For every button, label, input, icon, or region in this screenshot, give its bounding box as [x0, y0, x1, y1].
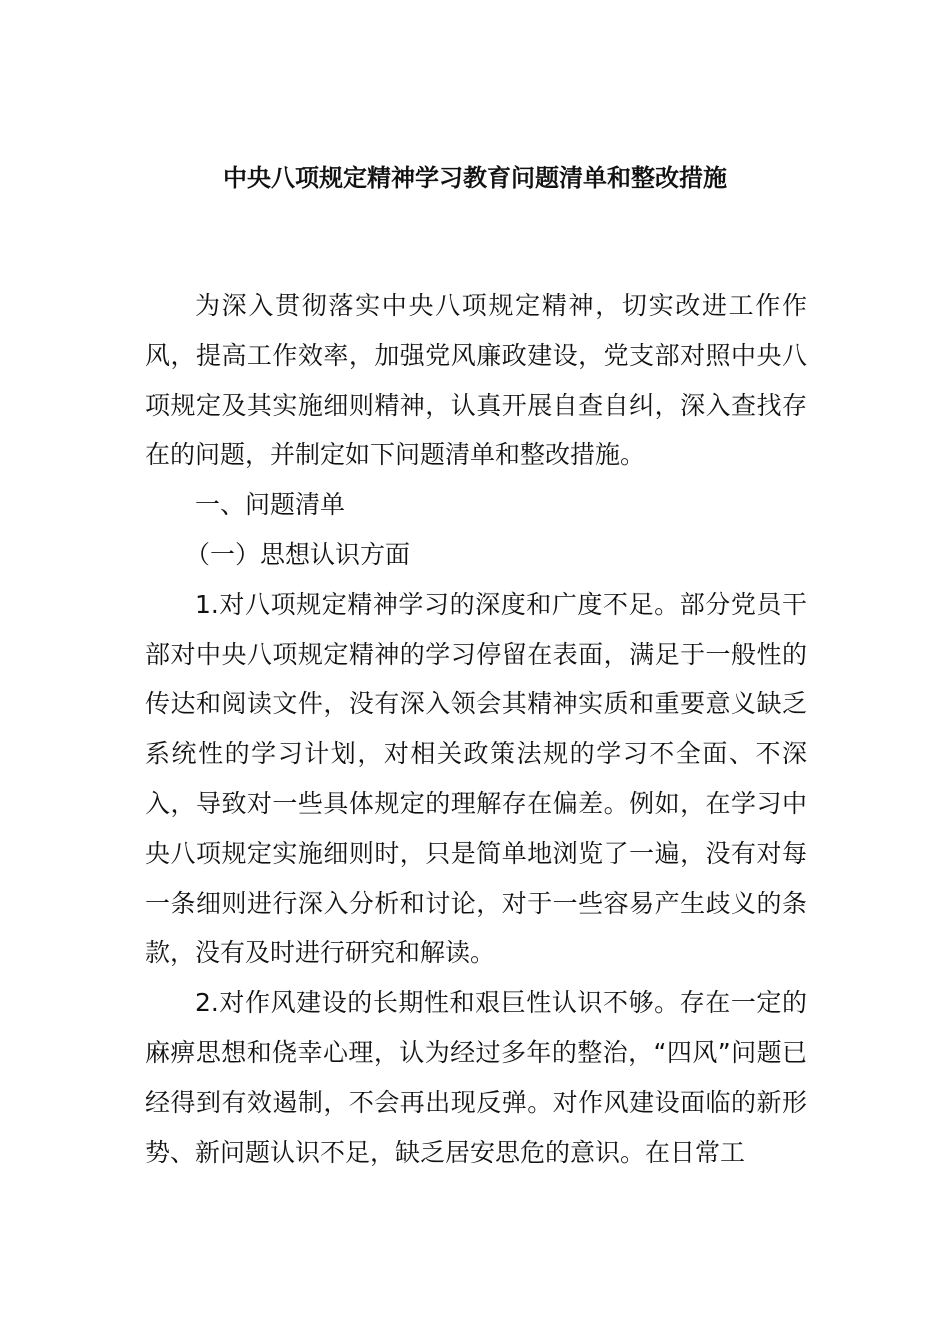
subsection-heading-ideological: （一）思想认识方面 — [185, 539, 411, 569]
document-title: 中央八项规定精神学习教育问题清单和整改措施 — [223, 164, 727, 192]
document-body — [145, 281, 807, 1177]
section-heading-problem-list: 一、问题清单 — [195, 490, 346, 520]
intro-paragraph: 为深入贯彻落实中央八项规定精神，切实改进工作作风，提高工作效率，加强党风廉政建设，党支部对照中央八项规定及其实施细则精神，认真开展自查自纠，深入查找存在的问题，并制定如下问题清单和整改措施。 — [145, 291, 807, 470]
problem-item-2: 2.对作风建设的长期性和艰巨性认识不够。存在一定的麻痹思想和侥幸心理，认为经过多年的整治，“四风”问题已经得到有效遏制，不会再出现反弹。对作风建设面临的新形势、新问题认识不足，缺乏居安思危的意识。在日常工 — [145, 988, 807, 1167]
problem-item-1: 1.对八项规定精神学习的深度和广度不足。部分党员干部对中央八项规定精神的学习停留在表面，满足于一般性的传达和阅读文件，没有深入领会其精神实质和重要意义缺乏系统性的学习计划，对相关政策法规的学习不全面、不深入，导致对一些具体规定的理解存在偏差。例如，在学习中央八项规定实施细则时，只是简单地浏览了一遍，没有对每一条细则进行深入分析和讨论，对于一些容易产生歧义的条款，没有及时进行研究和解读。 — [145, 589, 807, 968]
